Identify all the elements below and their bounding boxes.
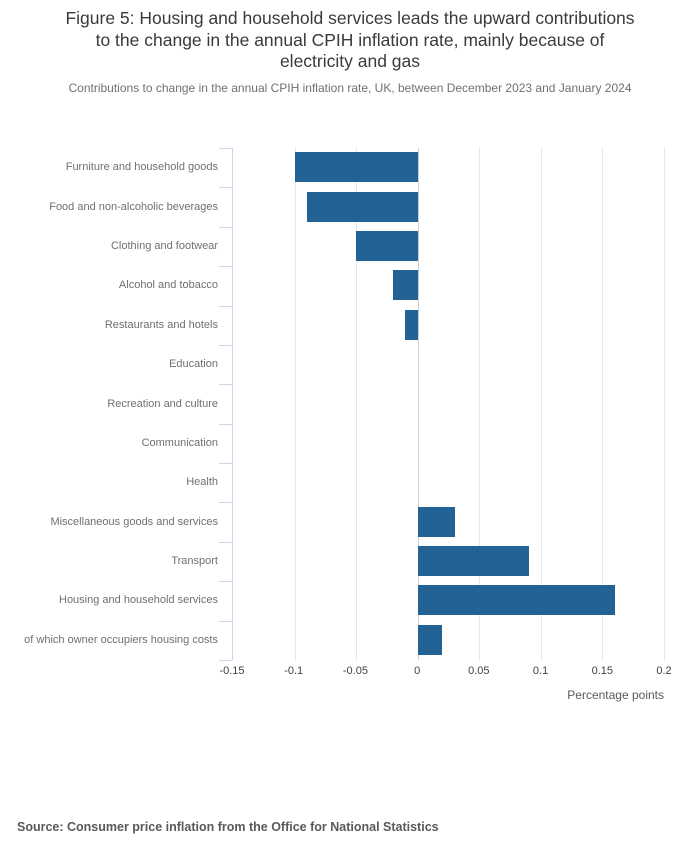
gridline	[541, 148, 542, 660]
y-axis-tick	[219, 384, 232, 385]
bar	[356, 231, 418, 261]
source-note: Source: Consumer price inflation from the Office for National Statistics	[17, 819, 439, 834]
bar	[418, 507, 455, 537]
gridline	[295, 148, 296, 660]
y-axis-tick	[219, 306, 232, 307]
y-axis-tick	[219, 424, 232, 425]
gridline	[602, 148, 603, 660]
bar-chart	[0, 148, 700, 660]
chart-title-line-2: to the change in the annual CPIH inflation rate, mainly because of	[95, 29, 605, 50]
chart-title-line-3: electricity and gas	[279, 51, 421, 71]
category-label: Restaurants and hotels	[104, 318, 218, 331]
gridline	[664, 148, 665, 660]
chart-subtitle: Contributions to change in the annual CPIH inflation rate, UK, between December 2023 and January 2024	[68, 80, 632, 95]
bar	[418, 546, 529, 576]
category-label: Housing and household services	[59, 594, 218, 607]
bar	[418, 585, 615, 615]
chart-title-line-1: Figure 5: Housing and household services leads the upward contributions	[65, 8, 635, 28]
x-tick-label: -0.15	[219, 664, 245, 677]
x-tick-label: 0	[414, 664, 421, 677]
x-tick-label: 0.2	[656, 664, 672, 677]
y-axis-tick	[219, 502, 232, 503]
category-label: Communication	[141, 436, 218, 449]
y-axis-tick	[219, 621, 232, 622]
bar	[307, 192, 418, 222]
bar	[418, 625, 443, 655]
y-axis-tick	[219, 542, 232, 543]
category-label: Furniture and household goods	[65, 161, 218, 174]
gridline	[356, 148, 357, 660]
gridline	[479, 148, 480, 660]
y-axis-tick	[219, 187, 232, 188]
category-label: Clothing and footwear	[110, 239, 218, 252]
category-axis	[0, 148, 232, 660]
category-label: Education	[169, 358, 218, 371]
x-axis-title: Percentage points	[567, 687, 664, 702]
x-axis-tick-labels	[219, 664, 672, 679]
category-label: Miscellaneous goods and services	[50, 515, 218, 528]
category-label: Food and non-alcoholic beverages	[49, 200, 218, 213]
y-axis-tick	[219, 227, 232, 228]
zero-gridline	[418, 148, 419, 660]
x-tick-label: 0.15	[591, 664, 613, 677]
category-label: Alcohol and tobacco	[118, 279, 218, 292]
y-axis-tick	[219, 463, 232, 464]
y-axis-tick	[219, 148, 232, 149]
category-label: Transport	[171, 555, 218, 568]
x-tick-label: 0.1	[532, 664, 549, 677]
bar	[295, 152, 418, 182]
y-axis-tick	[219, 660, 232, 661]
y-axis-tick	[219, 266, 232, 267]
x-tick-label: 0.05	[468, 664, 490, 677]
bar	[405, 310, 417, 340]
y-axis-tick	[219, 345, 232, 346]
category-label: Recreation and culture	[107, 397, 218, 410]
category-label: Health	[186, 476, 218, 489]
y-axis-tick	[219, 581, 232, 582]
bar	[393, 270, 418, 300]
plot-area	[232, 148, 664, 660]
category-label: of which owner occupiers housing costs	[24, 633, 218, 646]
x-tick-label: -0.05	[342, 664, 368, 677]
x-tick-label: -0.1	[284, 664, 304, 677]
chart-title	[20, 8, 680, 73]
